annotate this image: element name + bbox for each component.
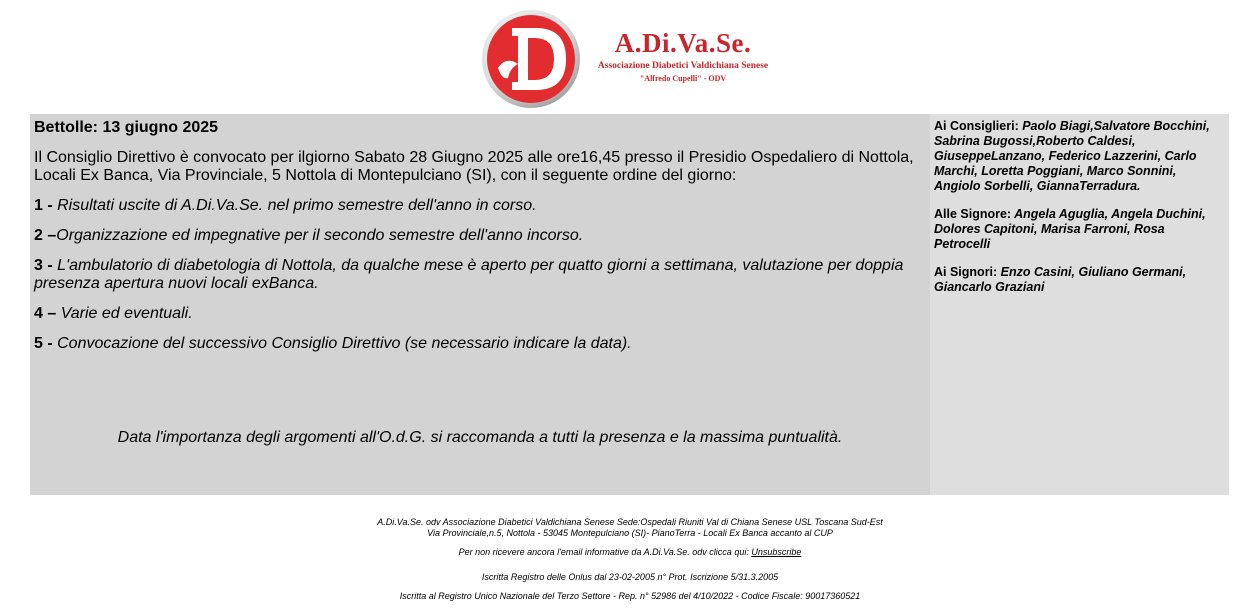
logo-text [588, 28, 778, 85]
footer-unsubscribe-text: Per non ricevere ancora l'email informative da A.Di.Va.Se. odv clicca qui: [458, 547, 752, 557]
agenda-item-number: 1 - [34, 197, 53, 214]
header [0, 0, 1260, 114]
agenda-item [34, 197, 924, 215]
agenda-item-number: 4 – [34, 305, 57, 322]
notice-panel [30, 114, 930, 495]
agenda-item [34, 335, 924, 353]
footer-registry-line: Iscritta Registro delle Onlus dal 23-02-2005 n° Prot. Iscrizione 5/31.3.2005 [481, 572, 779, 582]
recipient-group-gentlemen [934, 265, 1223, 295]
recipient-group-councillors [934, 119, 1223, 194]
logo-tagline: "Alfredo Cupelli" - ODV [639, 74, 727, 83]
footer-address-line-1: A.Di.Va.Se. odv Associazione Diabetici Valdichiana Senese Sede:Ospedali Riuniti Val di Chiana Senese USL Toscana Sud-Est [377, 517, 883, 527]
logo-d-icon [480, 8, 582, 110]
agenda-item-text: Organizzazione ed impegnative per il secondo semestre dell'anno incorso. [56, 227, 584, 244]
notice-intro: Il Consiglio Direttivo è convocato per ilgiorno Sabato 28 Giugno 2025 alle ore16,45 presso il Presidio Ospedaliero di Nottola, Locali Ex Banca, Via Provinciale, 5 Nottola di Montepulciano (SI), con il seguente ordine del giorno: [34, 149, 914, 184]
recipient-group-label: Ai Signori: [934, 265, 998, 279]
notice-date: Bettolle: 13 giugno 2025 [34, 119, 219, 136]
unsubscribe-link[interactable]: Unsubscribe [751, 547, 802, 557]
logo-brand: A.Di.Va.Se. [614, 28, 752, 58]
agenda-item [34, 257, 924, 293]
agenda-item-text: Risultati uscite di A.Di.Va.Se. nel primo semestre dell'anno in corso. [52, 197, 537, 214]
recipient-group-ladies [934, 207, 1223, 252]
recipient-group-label: Alle Signore: [934, 207, 1012, 221]
footer [0, 517, 1260, 602]
agenda-item-number: 3 - [34, 257, 53, 274]
agenda-item [34, 305, 924, 323]
recipient-group-names: Enzo Casini, Giuliano Germani, Giancarlo Graziani [934, 265, 1187, 294]
agenda-item-number: 2 – [34, 227, 57, 244]
logo-emblem [480, 8, 582, 110]
notice-closing: Data l'importanza degli argomenti all'O.d.G. si raccomanda a tutti la presenza e la massima puntualità. [117, 429, 843, 446]
recipients-panel [930, 114, 1229, 495]
agenda-item-number: 5 - [34, 335, 53, 352]
logo-subtitle: Associazione Diabetici Valdichiana Senese [597, 61, 769, 71]
footer-runts-line: Iscritta al Registro Unico Nazionale del Terzo Settore - Rep. n° 52986 del 4/10/2022 - Codice Fiscale: 90017360521 [399, 591, 861, 601]
recipient-group-names: Angela Aguglia, Angela Duchini, Dolores Capitoni, Marisa Farroni, Rosa Petrocelli [934, 207, 1206, 251]
agenda-item-text: Varie ed eventuali. [56, 305, 193, 322]
recipient-group-names: Paolo Biagi,Salvatore Bocchini, Sabrina Bugossi,Roberto Caldesi, GiuseppeLanzano, Federico Lazzerini, Carlo Marchi, Loretta Poggiani, Marco Sonnini, Angiolo Sorbelli, GiannaTerradura. [934, 119, 1210, 193]
recipient-group-label: Ai Consiglieri: [934, 119, 1019, 133]
footer-address-line-2: Via Provinciale,n.5, Nottola - 53045 Montepulciano (SI)- PianoTerra - Locali Ex Banca accanto al CUP [427, 528, 833, 538]
footer-unsubscribe-line [0, 547, 1260, 558]
agenda-item-text: Convocazione del successivo Consiglio Direttivo (se necessario indicare la data). [52, 335, 632, 352]
agenda-item-text: L'ambulatorio di diabetologia di Nottola, da qualche mese è aperto per quatto giorni a settimana, valutazione per doppia presenza apertura nuovi locali exBanca. [34, 257, 904, 292]
agenda-item [34, 227, 924, 245]
